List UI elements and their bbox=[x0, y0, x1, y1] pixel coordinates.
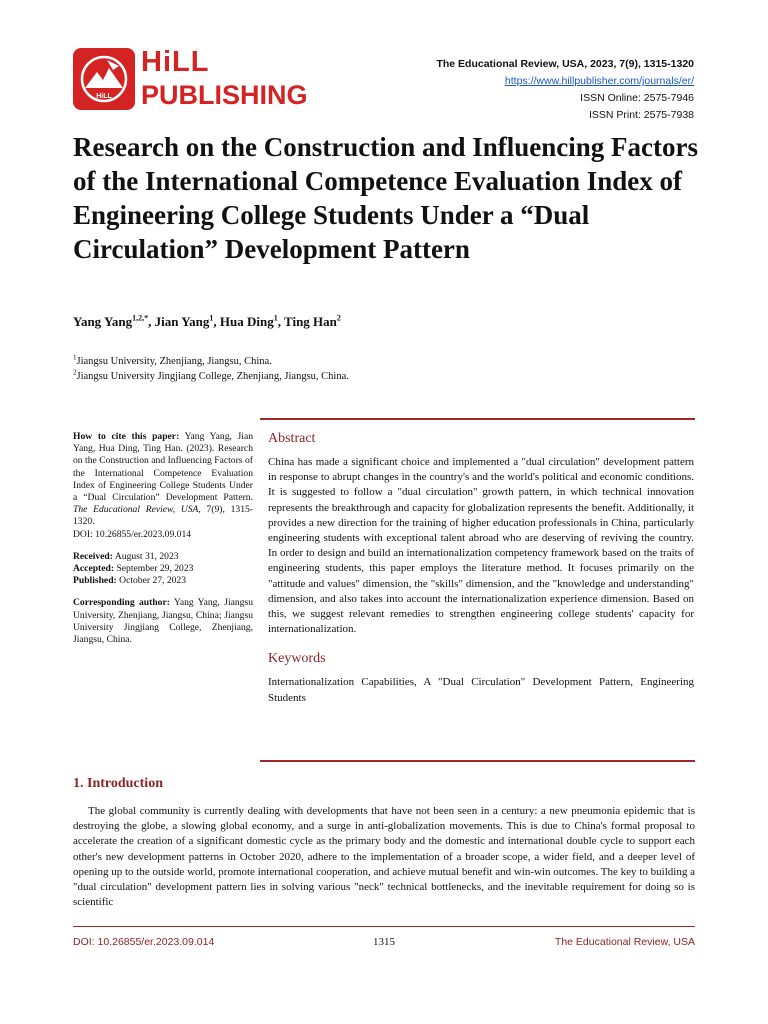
citation-sidebar bbox=[73, 431, 253, 656]
dates-block: Received: August 31, 2023 Accepted: September 29, 2023 Published: October 27, 2023 bbox=[73, 550, 194, 587]
mountain-logo-icon bbox=[73, 48, 135, 110]
issn-print: ISSN Print: 2575-7938 bbox=[588, 109, 694, 121]
author-name: Jian Yang bbox=[154, 314, 210, 329]
cite-journal: The Educational Review, USA bbox=[73, 504, 199, 516]
footer-doi: DOI: 10.26855/er.2023.09.014 bbox=[73, 936, 215, 948]
logo-text-hill: HiLL bbox=[141, 46, 210, 78]
introduction-text: The global community is currently dealing with developments that have not been seen in a century: a new pneumonia epidemic that is destroying the globe, a slowing global economy, and a surge in anti-globalization movements. This is due to China's formal proposal to accelerate the creation of a significant domestic cycle as the primary body and the domestic and international double cycle to support each other's new development patterns in October 2020, adhere to the implementation of a broader scope, a wider field, and a deeper level of opening up to the outside world, promote international cooperation, and achieve mutual benefit and win-win outcomes. The key to building a "dual circulation" development pattern lies in solving various "neck" technical bottlenecks, and the inevitable requirement for doing so is scientific bbox=[73, 805, 695, 909]
abstract-section bbox=[268, 431, 694, 706]
publisher-logo bbox=[73, 44, 308, 118]
introduction-heading: 1. Introduction bbox=[73, 776, 163, 791]
paper-title: Research on the Construction and Influencing Factors of the International Competence Evaluation Index of Engineering College Students Under a “Dual Circulation” Development Pattern bbox=[73, 132, 699, 264]
footer-journal: The Educational Review, USA bbox=[554, 936, 695, 948]
received-date: August 31, 2023 bbox=[114, 550, 179, 562]
journal-reference: The Educational Review, USA, 2023, 7(9), 1315-1320 bbox=[436, 58, 694, 70]
cite-tail: , 7(9), 1315-1320. bbox=[73, 504, 253, 528]
logo-text-publishing: PUBLISHING bbox=[141, 80, 308, 110]
journal-header-info bbox=[436, 56, 694, 124]
author-sup: 1,2,* bbox=[132, 313, 149, 323]
abstract-bottom-rule bbox=[260, 760, 695, 762]
abstract-top-rule bbox=[260, 418, 695, 420]
author-sup: 1 bbox=[273, 313, 278, 323]
corresponding-author-block: Corresponding author: Yang Yang, Jiangsu University, Zhenjiang, Jiangsu, China; Jiangsu University Jingjiang College, Zhenjiang, Jiangsu, China. bbox=[73, 597, 253, 646]
footer-rule bbox=[73, 926, 695, 927]
author-name: Ting Han bbox=[284, 314, 337, 329]
citation-block bbox=[73, 431, 253, 541]
accepted-date: September 29, 2023 bbox=[116, 563, 194, 575]
affiliations bbox=[73, 354, 349, 384]
logo-mini-text: HiLL bbox=[96, 93, 112, 100]
author-list: Yang Yang$^{1,2,*}$, Jian Yang$^1$, Hua Ding$^1$, Ting Han$^2$ bbox=[73, 313, 341, 329]
affiliation-item: $^2$Jiangsu University Jingjiang College, Zhenjiang, Jiangsu, China. bbox=[73, 368, 349, 382]
author-sup: 2 bbox=[336, 313, 341, 323]
page-number: 1315 bbox=[373, 936, 395, 948]
cite-doi: DOI: 10.26855/er.2023.09.014 bbox=[73, 528, 192, 540]
abstract-text: China has made a significant choice and implemented a "dual circulation" development pattern in response to abrupt changes in the country's and the world's political and economic conditions. It is suggested to follow a "dual circulation" growth pattern, in which technical innovation represents the breakthrough and capacity for globalization represents the benefit. Additionally, it provides a new direction for the training of higher education professionals in China, particularly engineering students with exceptional talent abroad who are deserving of reviving the country. In order to design and build an internationalization competency framework based on the traits of engineering students, this paper employs the literature method. It focuses primarily on the "attitude and values" dimension, the "skills" dimension, and the "knowledge and understanding" dimension, and also takes into account the internationalization experience dimension. Based on this, we suggest relevant remedies to strengthen engineering college students' capacity for internationalization. bbox=[268, 456, 694, 636]
affiliation-item: $^1$Jiangsu University, Zhenjiang, Jiangsu, China. bbox=[73, 353, 272, 367]
cite-text: Yang Yang, Jian Yang, Hua Ding, Ting Han. (2023). Research on the Construction and Influencing Factors of the International Competence Evaluation Index of Engineering College Students Under a “Dual Circulation” Development Pattern. bbox=[73, 431, 253, 504]
abstract-heading: Abstract bbox=[268, 431, 316, 446]
keywords-text: Internationalization Capabilities, A "Dual Circulation" Development Pattern, Engineering Students bbox=[268, 676, 694, 704]
published-date: October 27, 2023 bbox=[119, 575, 187, 587]
author-name: Yang Yang bbox=[73, 314, 133, 329]
journal-url-link[interactable]: https://www.hillpublisher.com/journals/er/ bbox=[504, 75, 694, 87]
issn-online: ISSN Online: 2575-7946 bbox=[580, 92, 694, 104]
corresponding-author-text: Yang Yang, Jiangsu University, Zhenjiang, Jiangsu, China; Jiangsu University Jingjiang College, Zhenjiang, Jiangsu, China. bbox=[73, 597, 253, 646]
author-sup: 1 bbox=[209, 313, 214, 323]
author-name: Hua Ding bbox=[219, 314, 274, 329]
cite-label: How to cite this paper: bbox=[73, 431, 180, 442]
keywords-heading: Keywords bbox=[268, 651, 326, 667]
